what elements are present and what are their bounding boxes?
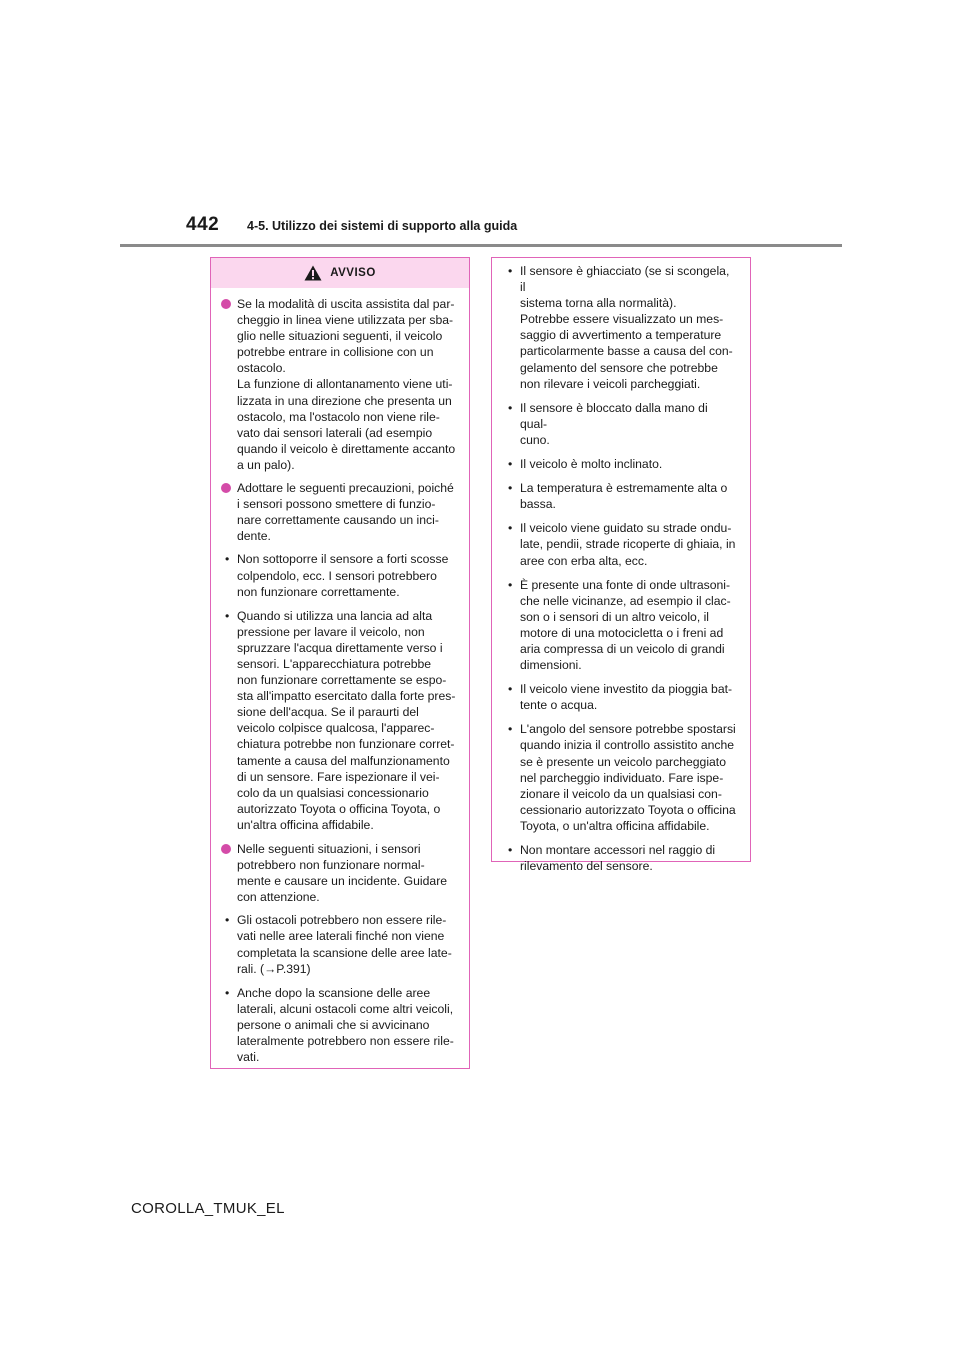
- warning-continued-text: Non montare accessori nel raggio di rilevamento del sensore.: [520, 843, 716, 874]
- warning-item: [221, 296, 459, 473]
- warning-box-left: [210, 257, 470, 1069]
- bullet-mark: •: [508, 682, 513, 697]
- warning-continued-item: [504, 842, 736, 874]
- warning-subitem-text: Non sottoporre il sensore a forti scosse colpendolo, ecc. I sensori potrebbero non funzionare correttamente.: [237, 552, 449, 599]
- warning-continued-item: [504, 263, 736, 392]
- warning-continued-item: [504, 721, 736, 834]
- warning-item: [221, 480, 459, 544]
- warning-item-text: Nelle seguenti situazioni, i sensori potrebbero non funzionare normal- mente e causare un incidente. Guidare con attenzione.: [237, 842, 448, 905]
- warning-continued-item: [504, 480, 736, 512]
- warning-subitem-text: Quando si utilizza una lancia ad alta pressione per lavare il veicolo, non spruzzare l'acqua direttamente verso i sensori. L'apparecchiatura potrebbe non funzionare correttamente se espo- sta all'impatto esercitato dalla forte pres- sione dell'acqua. Se il paraurti del veicolo colpisce qualcosa, l'apparec- chiatura potrebbe non funzionare corret- tamente a causa del malfunzionamento di un sensore. Fare ispezionare il vei- colo da un qualsiasi concessionario autorizzato Toyota o officina Toyota, o un'altra officina affidabile.: [237, 608, 456, 832]
- bullet-mark: •: [508, 521, 513, 536]
- warning-subitem-text: Anche dopo la scansione delle aree laterali, alcuni ostacoli come altri veicoli, persone o animali che si avvicinano lateralmente potrebbero non essere rile- vati.: [237, 985, 454, 1065]
- warning-item-text: Adottare le seguenti precauzioni, poiché i sensori possono smettere di funzio- nare correttamente causando un inci- dente.: [237, 481, 454, 544]
- header-rule: [120, 244, 842, 247]
- warning-box-right: [491, 257, 751, 874]
- circle-bullet-icon: [221, 844, 231, 854]
- document-code: COROLLA_TMUK_EL: [131, 1200, 285, 1217]
- bullet-mark: •: [508, 577, 513, 592]
- section-title: 4-5. Utilizzo dei sistemi di supporto alla guida: [247, 219, 518, 233]
- warning-continued-item: [504, 456, 736, 472]
- warning-subitem: [221, 912, 459, 976]
- warning-title: AVVISO: [330, 266, 376, 279]
- bullet-mark: •: [508, 843, 513, 857]
- warning-subitem: [221, 985, 459, 1065]
- bullet-mark: •: [508, 400, 513, 415]
- bullet-mark: •: [225, 552, 230, 567]
- warning-subitem: [221, 608, 459, 833]
- warning-triangle-icon: [304, 265, 322, 281]
- warning-continued-item: [504, 577, 736, 674]
- warning-continued-text: È presente una fonte di onde ultrasoni- che nelle vicinanze, ad esempio il clac- son o i sensori di un altro veicolo, il motore di una motocicletta o i freni ad aria compressa di un veicolo di grandi dimensioni.: [520, 577, 731, 673]
- bullet-mark: •: [225, 913, 230, 928]
- warning-header: [211, 258, 469, 288]
- warning-continued-text: Il sensore è bloccato dalla mano di qual- cuno.: [520, 400, 708, 447]
- bullet-mark: •: [225, 985, 230, 1000]
- bullet-mark: •: [508, 457, 513, 472]
- warning-continued-item: [504, 520, 736, 568]
- warning-continued-item: [504, 400, 736, 448]
- bullet-mark: •: [225, 608, 230, 623]
- warning-item-text: Se la modalità di uscita assistita dal par- cheggio in linea viene utilizzata per sba- glio nelle situazioni seguenti, il veicolo potrebbe entrare in collisione con un ostacolo. La funzione di allontanamento viene uti- lizzata in una direzione che presenta un ostacolo, ma l'ostacolo non viene rile- vato dai sensori laterali (ad esempio quando il veicolo è direttamente accanto a un palo).: [237, 297, 456, 472]
- bullet-mark: •: [508, 481, 513, 496]
- warning-continued-item: [504, 681, 736, 713]
- page-number: 442: [186, 214, 220, 235]
- warning-left-content: [211, 288, 469, 1065]
- warning-item: [221, 841, 459, 905]
- warning-subitem-text: Gli ostacoli potrebbero non essere rile- vati nelle aree laterali finché non viene completata la scansione delle aree late- rali. (→P.391): [237, 913, 452, 976]
- circle-bullet-icon: [221, 299, 231, 309]
- circle-bullet-icon: [221, 483, 231, 493]
- warning-continued-text: Il veicolo viene guidato su strade ondu- late, pendii, strade ricoperte di ghiaia, in aree con erba alta, ecc.: [520, 521, 736, 568]
- bullet-mark: •: [508, 264, 513, 278]
- warning-continued-text: Il veicolo è molto inclinato.: [520, 457, 663, 472]
- bullet-mark: •: [508, 722, 513, 737]
- warning-subitem: [221, 551, 459, 599]
- warning-continued-text: L'angolo del sensore potrebbe spostarsi quando inizia il controllo assistito anche se è presente un veicolo parcheggiato nel parcheggio individuato. Fare ispe- zionare il veicolo da un qualsiasi con- cessionario autorizzato Toyota o officina Toyota, o un'altra officina affidabile.: [520, 722, 736, 833]
- warning-continued-text: La temperatura è estremamente alta o bassa.: [520, 481, 728, 512]
- warning-continued-text: Il sensore è ghiacciato (se si scongela, il sistema torna alla normalità). Potrebbe essere visualizzato un mes- saggio di avvertimento a temperature particolarmente basse a causa del con- gelamento del sensore che potrebbe non rilevare i veicoli parcheggiati.: [520, 264, 733, 391]
- warning-continued-text: Il veicolo viene investito da pioggia bat- tente o acqua.: [520, 682, 733, 713]
